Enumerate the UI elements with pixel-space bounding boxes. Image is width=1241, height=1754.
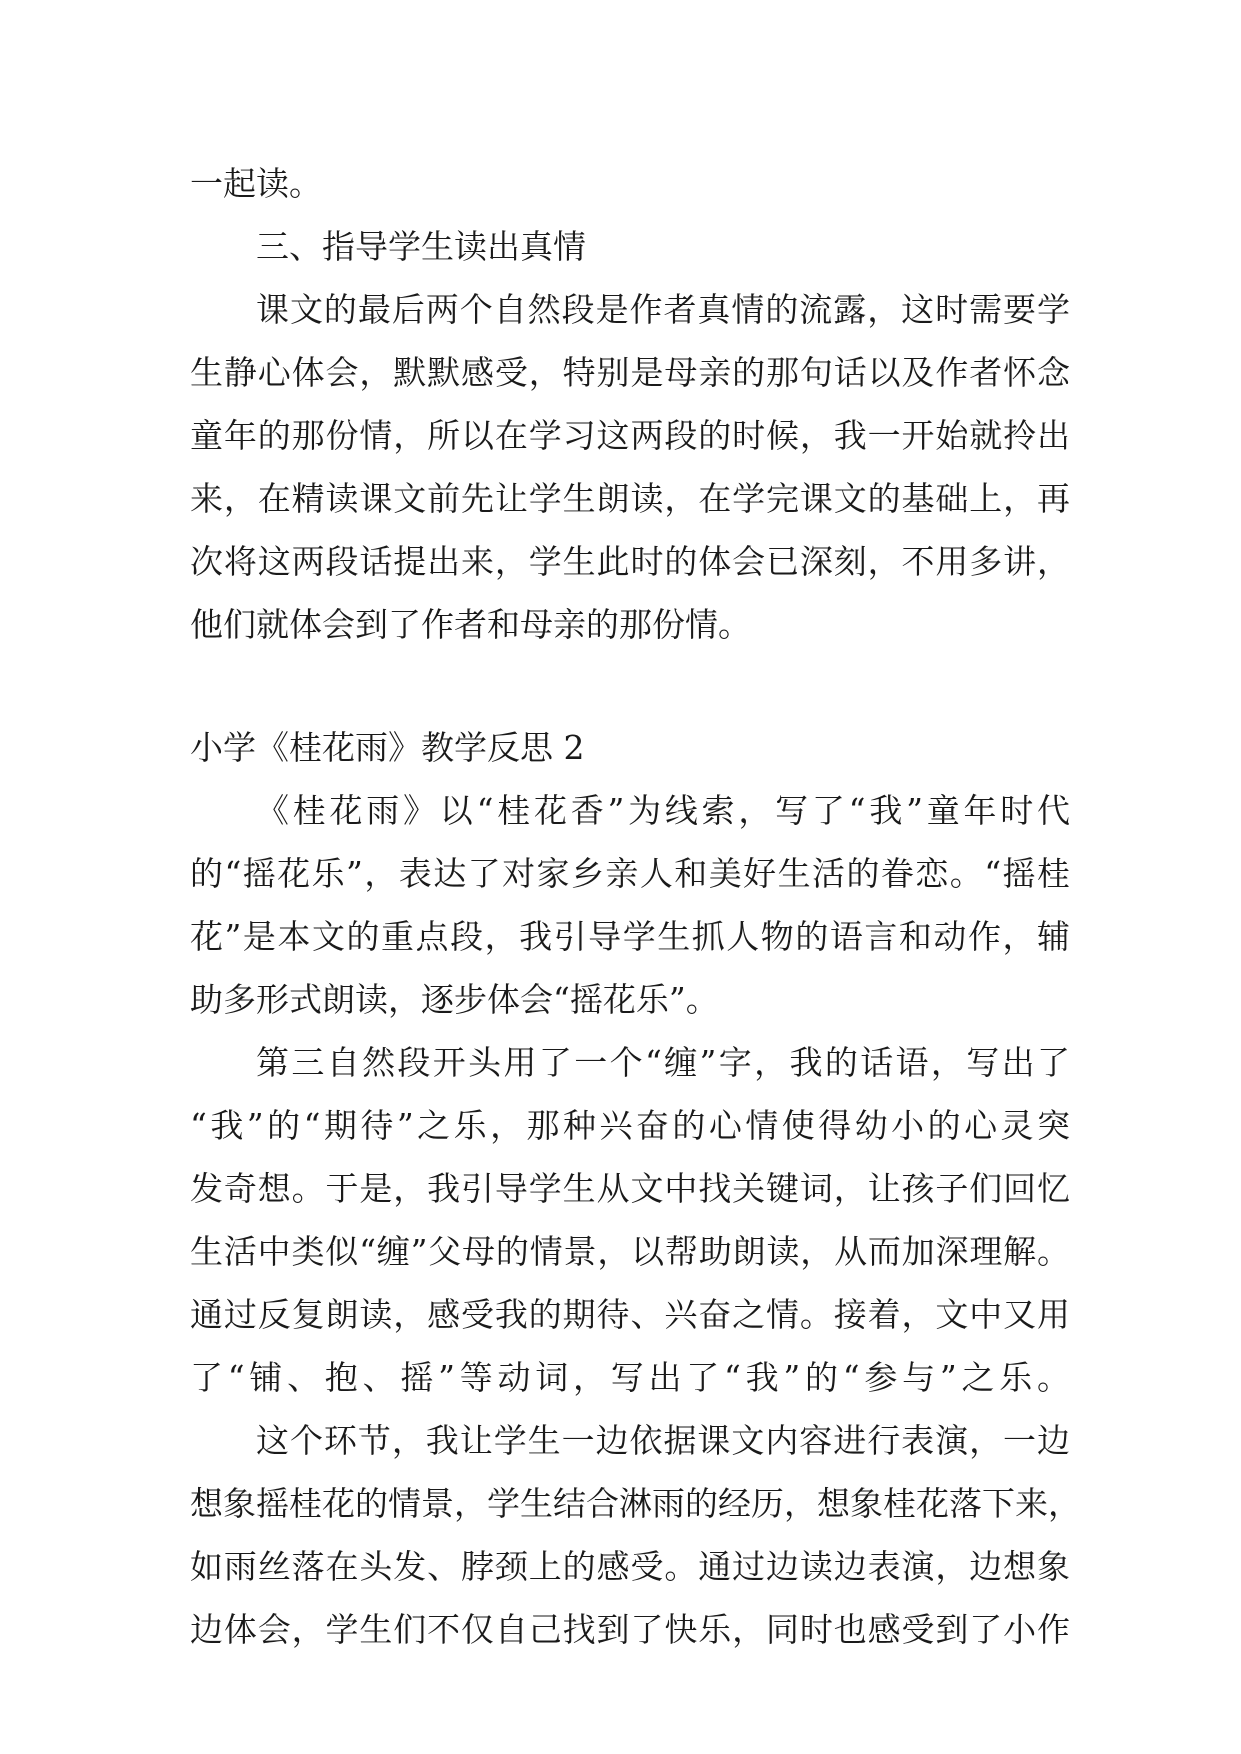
paragraph-line: 这个环节，我让学生一边依据课文内容进行表演，一边 bbox=[256, 1421, 1070, 1460]
paragraph-line: 的“摇花乐”，表达了对家乡亲人和美好生活的眷恋。“摇桂 bbox=[190, 854, 1070, 893]
paragraph-continuation-line: 一起读。 bbox=[190, 164, 322, 203]
paragraph-line: 童年的那份情，所以在学习这两段的时候，我一开始就拎出 bbox=[190, 416, 1070, 455]
paragraph-line: 次将这两段话提出来，学生此时的体会已深刻，不用多讲， bbox=[190, 542, 1070, 581]
paragraph-line: 第三自然段开头用了一个“缠”字，我的话语，写出了 bbox=[256, 1043, 1070, 1082]
section-spacer bbox=[190, 656, 1070, 716]
paragraph-line: 来，在精读课文前先让学生朗读，在学完课文的基础上，再 bbox=[190, 479, 1070, 518]
paragraph-line: 想象摇桂花的情景，学生结合淋雨的经历，想象桂花落下来， bbox=[190, 1484, 1081, 1523]
paragraph-line: 他们就体会到了作者和母亲的那份情。 bbox=[190, 605, 751, 644]
paragraph-line: 花”是本文的重点段，我引导学生抓人物的语言和动作，辅 bbox=[190, 917, 1070, 956]
paragraph-performance bbox=[190, 1409, 1081, 1661]
paragraph-line: 生静心体会，默默感受，特别是母亲的那句话以及作者怀念 bbox=[190, 353, 1070, 392]
paragraph-line: 《桂花雨》以“桂花香”为线索，写了“我”童年时代 bbox=[256, 791, 1070, 830]
document-section-title: 小学《桂花雨》教学反思 2 bbox=[190, 728, 585, 767]
paragraph-line: “我”的“期待”之乐，那种兴奋的心情使得幼小的心灵突 bbox=[190, 1106, 1070, 1145]
paragraph-line: 了“铺、抱、摇”等动词，写出了“我”的“参与”之乐。 bbox=[190, 1358, 1070, 1397]
paragraph-intro bbox=[190, 779, 1070, 1031]
document-body bbox=[190, 152, 1081, 1661]
paragraph-line: 发奇想。于是，我引导学生从文中找关键词，让孩子们回忆 bbox=[190, 1169, 1070, 1208]
section-heading: 三、指导学生读出真情 bbox=[256, 227, 586, 266]
paragraph-line: 边体会，学生们不仅自己找到了快乐，同时也感受到了小作 bbox=[190, 1610, 1070, 1649]
paragraph-line: 助多形式朗读，逐步体会“摇花乐”。 bbox=[190, 980, 719, 1019]
paragraph-reading-emotion bbox=[190, 278, 1070, 656]
paragraph-third-section bbox=[190, 1031, 1070, 1409]
paragraph-line: 生活中类似“缠”父母的情景，以帮助朗读，从而加深理解。 bbox=[190, 1232, 1070, 1271]
paragraph-line: 如雨丝落在头发、脖颈上的感受。通过边读边表演，边想象 bbox=[190, 1547, 1070, 1586]
paragraph-line: 课文的最后两个自然段是作者真情的流露，这时需要学 bbox=[256, 290, 1070, 329]
paragraph-line: 通过反复朗读，感受我的期待、兴奋之情。接着，文中又用 bbox=[190, 1295, 1070, 1334]
